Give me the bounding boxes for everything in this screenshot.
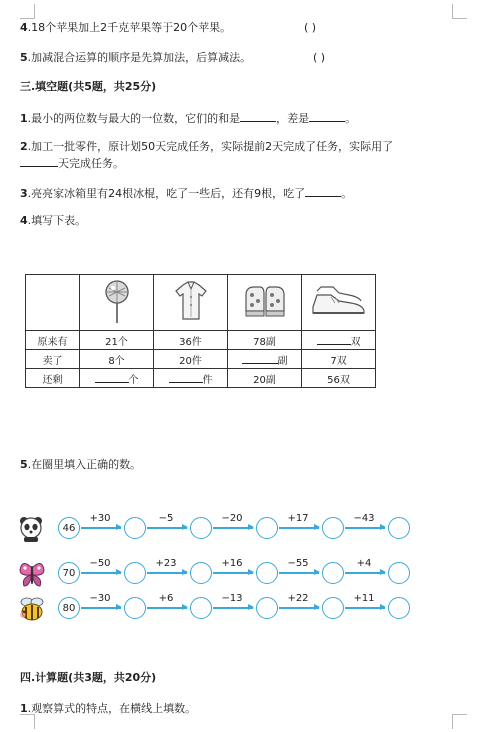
arrow	[213, 572, 253, 574]
table-cell: 20副	[228, 369, 302, 388]
operation-label: −55	[287, 558, 309, 569]
butterfly-icon	[18, 560, 46, 592]
bee-icon	[18, 595, 46, 627]
question-text: .最小的两位数与最大的一位数，它们的和是	[27, 112, 241, 125]
answer-circle[interactable]	[322, 597, 344, 619]
answer-circle[interactable]	[190, 562, 212, 584]
fill-question-4	[20, 214, 86, 228]
question-number: 5	[20, 51, 28, 64]
arrow	[81, 607, 121, 609]
table-cell	[302, 331, 376, 350]
question-text: 。	[341, 187, 353, 200]
table-cell	[80, 369, 154, 388]
crop-mark	[452, 714, 467, 729]
table-cell: 8个	[80, 350, 154, 369]
arrow	[81, 572, 121, 574]
unit-label: 副	[277, 355, 288, 367]
tf-question-4	[20, 21, 231, 35]
question-text: .填写下表。	[27, 214, 87, 227]
table-cell	[228, 350, 302, 369]
table-cell: 36件	[154, 331, 228, 350]
operation-label: +17	[287, 513, 309, 524]
operation-label: +22	[287, 593, 309, 604]
arrow	[147, 607, 187, 609]
calc-question-1	[20, 702, 196, 716]
lollipop-icon	[80, 275, 154, 331]
tf-question-5	[20, 51, 251, 65]
answer-circle[interactable]	[124, 517, 146, 539]
start-number: 46	[58, 517, 80, 539]
question-number: 1	[20, 702, 28, 715]
question-number: 1	[20, 112, 28, 125]
question-number: 4	[20, 214, 28, 227]
table-cell	[154, 369, 228, 388]
arrow	[345, 572, 385, 574]
answer-blank[interactable]	[242, 353, 278, 364]
start-number: 70	[58, 562, 80, 584]
fill-question-2-cont	[20, 155, 124, 171]
answer-circle[interactable]	[124, 597, 146, 619]
answer-parentheses[interactable]: ( )	[304, 21, 317, 34]
arrow	[279, 527, 319, 529]
gloves-icon	[228, 275, 302, 331]
table-cell: 56双	[302, 369, 376, 388]
row-label: 还剩	[26, 369, 80, 388]
arrow	[279, 607, 319, 609]
answer-blank[interactable]	[240, 110, 276, 122]
table-cell: 78副	[228, 331, 302, 350]
answer-circle[interactable]	[190, 517, 212, 539]
operation-label: −50	[89, 558, 111, 569]
operation-label: +4	[356, 558, 372, 569]
row-label: 原来有	[26, 331, 80, 350]
fill-question-1	[20, 110, 356, 126]
table-row	[26, 331, 376, 350]
question-text: .亮亮家冰箱里有24根冰棍，吃了一些后，还有9根，吃了	[27, 187, 306, 200]
answer-circle[interactable]	[322, 562, 344, 584]
unit-label: 件	[202, 374, 213, 386]
shoes-icon	[302, 275, 376, 331]
start-number: 80	[58, 597, 80, 619]
table-row	[26, 275, 376, 331]
question-text: .18个苹果加上2千克苹果等于20个苹果。	[27, 21, 232, 34]
sales-table	[25, 274, 376, 388]
fill-question-5	[20, 458, 141, 472]
arrow	[213, 607, 253, 609]
arrow	[345, 527, 385, 529]
operation-label: +16	[221, 558, 243, 569]
table-cell: 7双	[302, 350, 376, 369]
question-text: 天完成任务。	[58, 157, 124, 170]
question-text: .观察算式的特点，在横线上填数。	[27, 702, 197, 715]
answer-circle[interactable]	[388, 517, 410, 539]
question-number: 4	[20, 21, 28, 34]
operation-label: +6	[158, 593, 174, 604]
answer-blank[interactable]	[20, 155, 58, 167]
number-chain-row	[18, 558, 418, 592]
arrow	[81, 527, 121, 529]
answer-circle[interactable]	[388, 562, 410, 584]
number-chain-row	[18, 593, 418, 627]
table-row	[26, 350, 376, 369]
arrow	[345, 607, 385, 609]
crop-mark	[20, 4, 35, 19]
arrow	[279, 572, 319, 574]
answer-blank[interactable]	[305, 185, 341, 197]
number-chain-row	[18, 513, 418, 547]
panda-icon	[18, 515, 44, 547]
unit-label: 双	[350, 336, 361, 348]
question-text: .加工一批零件，原计划50天完成任务，实际提前2天完成了任务，实际用了	[27, 140, 394, 153]
answer-parentheses[interactable]: ( )	[313, 51, 326, 64]
answer-blank[interactable]	[309, 110, 345, 122]
operation-label: −30	[89, 593, 111, 604]
operation-label: +11	[353, 593, 375, 604]
answer-circle[interactable]	[256, 597, 278, 619]
operation-label: −13	[221, 593, 243, 604]
question-text: ，差是	[276, 112, 310, 125]
fill-question-3	[20, 185, 352, 201]
fill-question-2	[20, 140, 393, 154]
table-cell: 21个	[80, 331, 154, 350]
unit-label: 个	[128, 374, 139, 386]
crop-mark	[452, 4, 467, 19]
arrow	[147, 572, 187, 574]
table-cell	[26, 275, 80, 331]
question-number: 3	[20, 187, 28, 200]
shirt-icon	[154, 275, 228, 331]
operation-label: +30	[89, 513, 111, 524]
arrow	[147, 527, 187, 529]
operation-label: −20	[221, 513, 243, 524]
answer-blank[interactable]	[95, 372, 129, 383]
question-number: 2	[20, 140, 28, 153]
operation-label: +23	[155, 558, 177, 569]
table-cell: 20件	[154, 350, 228, 369]
answer-circle[interactable]	[256, 562, 278, 584]
answer-blank[interactable]	[317, 334, 351, 345]
table-row	[26, 369, 376, 388]
answer-circle[interactable]	[256, 517, 278, 539]
arrow	[213, 527, 253, 529]
answer-circle[interactable]	[322, 517, 344, 539]
row-label: 卖了	[26, 350, 80, 369]
question-text: 。	[345, 112, 357, 125]
answer-circle[interactable]	[388, 597, 410, 619]
operation-label: −43	[353, 513, 375, 524]
section-title: 四.计算题(共3题，共20分)	[20, 671, 157, 684]
answer-circle[interactable]	[124, 562, 146, 584]
answer-circle[interactable]	[190, 597, 212, 619]
question-number: 5	[20, 458, 28, 471]
answer-blank[interactable]	[169, 372, 203, 383]
operation-label: −5	[158, 513, 174, 524]
question-text: .在圈里填入正确的数。	[27, 458, 142, 471]
crop-mark	[20, 714, 35, 729]
section-title: 三.填空题(共5题，共25分)	[20, 80, 157, 93]
question-text: .加减混合运算的顺序是先算加法，后算减法。	[27, 51, 252, 64]
